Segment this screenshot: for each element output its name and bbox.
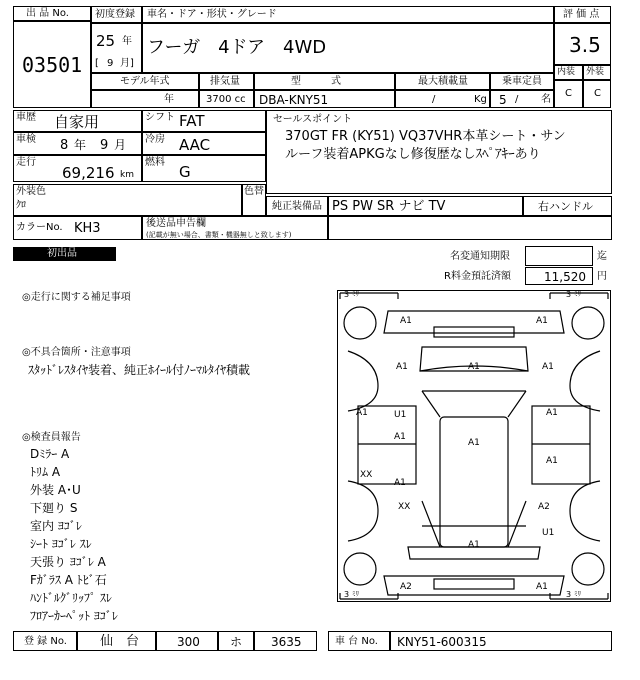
tread-depth-front-left: 3 [344,290,350,299]
capacity-slash: / [515,94,519,105]
aftermarket-cell [142,216,328,240]
damage-mark: A1 [400,316,412,326]
first-reg-year: 25 [96,32,116,50]
fuel-value: G [179,163,191,181]
reg-kana: ホ [230,635,243,649]
sales-point-line1: 370GT FR (KY51) VQ37VHR本革シート・サン [285,129,566,144]
inspector-item: Dﾐﾗｰ A [30,447,70,461]
color-change-cell [242,184,266,216]
month-open: [ [95,58,99,69]
equipment-label: 純正装備品 [272,201,322,212]
first-reg-month: 9 [107,58,114,69]
inspection-month: 9 [100,138,109,153]
damage-mark: U1 [394,410,407,420]
damage-mark: A1 [546,408,558,418]
defects-text: ｽﾀｯﾄﾞﾚｽﾀｲﾔ装着、純正ﾎｲｰﾙ付ﾉｰﾏﾙﾀｲﾔ積載 [28,363,251,377]
reg-label: 登 録 No. [24,636,67,647]
color-no-value: KH3 [74,221,101,236]
transfer-deadline-label: 名変通知期限 [450,251,510,262]
reg-kana-cell [218,631,254,651]
damage-mark: A1 [542,362,554,372]
inspector-item: ﾌﾛｱｰｶｰﾍﾟｯﾄ ﾖｺﾞﾚ [30,609,118,623]
interior-grade-cell [554,80,583,108]
steering-value: 右ハンドル [538,200,593,213]
aircon-value: AAC [179,136,211,154]
damage-mark: A2 [538,502,550,512]
tread-depth-unit: ﾐﾘ [352,590,359,598]
lot-label: 出 品 No. [26,8,69,19]
color-no-label: カラーNo. [16,222,63,233]
aircon-label: 冷房 [145,134,165,145]
max-load-slash: / [432,94,436,105]
model-year-unit: 年 [164,94,174,105]
inspection-month-unit: 月 [114,138,127,152]
car-name-cell [142,23,554,73]
exterior-grade: C [594,88,601,99]
model-year-cell [91,90,199,108]
inspection-year-unit: 年 [74,138,87,152]
damage-mark: A1 [394,432,406,442]
recycle-label: R料金預託済額 [444,271,511,282]
inspector-report-title: ◎検査員報告 [22,432,81,443]
inspection-cell [13,132,142,155]
capacity-value: 5 [499,93,507,107]
chassis-cell [390,631,612,651]
inspector-item: ﾄﾘﾑ A [30,465,61,479]
tread-depth-unit: ﾐﾘ [574,590,581,598]
damage-mark: A1 [396,362,408,372]
inspection-year: 8 [60,138,69,153]
mileage-value: 69,216 [62,164,115,182]
damage-mark: A1 [536,316,548,326]
shift-cell [142,110,266,132]
inspector-item: 天張り ﾖｺﾞﾚ A [30,555,106,569]
mileage-unit: km [120,170,134,180]
aftermarket-blank-cell [328,216,612,240]
history-label: 車歴 [16,112,36,123]
capacity-unit: 名 [541,94,551,105]
car-label: 車名・ドア・形状・グレード [147,9,277,20]
reg-area-cell [77,631,156,651]
max-load-unit: Kg [474,94,487,105]
recycle-box [525,267,593,285]
damage-mark: U1 [542,528,555,538]
aftermarket-label: 後送品申告欄 [146,218,206,229]
history-value: 自家用 [54,113,100,131]
transfer-deadline-box [525,246,593,266]
interior-grade: C [565,88,572,99]
rating-value: 3.5 [569,33,601,57]
color-no-cell [13,216,142,240]
sales-point-line2: ルーフ装着APKGなし修復歴なしｽﾍﾟｱｷｰあり [285,147,541,162]
driving-notes-title: ◎走行に関する補足事項 [22,292,131,303]
color-change-label: 色替 [244,186,264,197]
max-load-cell [395,90,490,108]
lot-number-cell [13,21,91,108]
shift-value: FAT [179,112,205,130]
damage-mark: A1 [546,456,558,466]
model-year-label: モデル年式 [120,76,170,87]
equipment-value: PS PW SR ナビ TV [332,199,446,214]
type-label-cell [254,73,395,90]
type-value: DBA-KNY51 [259,93,329,107]
interior-label-cell [554,65,583,80]
capacity-cell [490,90,554,108]
fuel-cell [142,155,266,182]
first-listing-badge [13,247,116,261]
car-diagram [337,290,611,602]
damage-mark: A1 [356,408,368,418]
aftermarket-note: (記載が無い場合、書類・機器無しと致します) [146,231,292,239]
displacement-label: 排気量 [210,76,240,87]
fuel-label: 燃料 [145,157,165,168]
tread-depth-unit: ﾐﾘ [574,290,581,298]
first-reg-label-cell [91,6,142,23]
transfer-deadline-unit: 迄 [597,251,607,262]
car-name: フーガ 4ドア 4WD [147,37,327,58]
exterior-color-cell [13,184,242,216]
inspector-item: 下廻り S [30,501,78,515]
exterior-color-value: ｸﾛ [16,200,26,211]
mileage-label: 走行 [16,157,36,168]
rating-label: 評 価 点 [563,9,600,20]
exterior-label-cell [583,65,611,80]
inspector-item: Fｶﾞﾗｽ A ﾄﾋﾞ石 [30,573,107,587]
equipment-label-cell [266,196,328,216]
inspector-item: ｼｰﾄ ﾖｺﾞﾚ ｽﾚ [30,537,92,551]
type-cell [254,90,395,108]
steering-cell [523,196,612,216]
exterior-label: 外装 [586,67,605,77]
capacity-label: 乗車定員 [502,76,542,87]
recycle-unit: 円 [597,271,607,282]
rating-label-cell [554,6,611,23]
month-close: 月] [120,58,134,69]
history-cell [13,110,142,132]
equipment-cell [328,196,523,216]
tread-depth-rear-left: 3 [344,590,350,599]
car-label-cell [142,6,554,23]
exterior-color-label: 外装色 [16,186,46,197]
sales-point-cell [266,110,612,194]
recycle-amount: 11,520 [544,270,586,284]
damage-mark: A1 [394,478,406,488]
lot-number: 03501 [22,53,83,77]
damage-mark: A1 [468,362,480,372]
first-reg-cell [91,23,142,73]
first-reg-year-unit: 年 [122,36,132,47]
lot-label-cell [13,6,91,21]
aircon-cell [142,132,266,155]
reg-class: 300 [177,635,200,649]
displacement-value: 3700 cc [206,94,246,105]
rating-cell [554,23,611,65]
inspector-item: 外装 A･U [30,483,81,497]
reg-number-cell [254,631,317,651]
inspection-label: 車検 [16,134,36,145]
mileage-cell [13,155,142,182]
tread-depth-unit: ﾐﾘ [352,290,359,298]
damage-mark: XX [398,502,411,512]
max-load-label-cell [395,73,490,90]
defects-title: ◎不具合箇所・注意事項 [22,347,131,358]
damage-mark: A1 [468,438,480,448]
reg-area: 仙 台 [100,634,140,649]
interior-label: 内装 [557,67,576,77]
inspector-item: ﾊﾝﾄﾞﾙｸﾞﾘｯﾌﾟ ｽﾚ [30,591,112,605]
sales-point-label: セールスポイント [273,114,353,125]
damage-mark: A1 [536,582,548,592]
type-label: 型 式 [291,76,341,87]
shift-label: シフト [145,112,175,123]
chassis-number: KNY51-600315 [397,635,487,649]
damage-mark: A2 [400,582,412,592]
reg-label-cell [13,631,77,651]
exterior-grade-cell [583,80,611,108]
reg-number: 3635 [271,635,302,649]
inspector-item: 室内 ﾖｺﾞﾚ [30,519,82,533]
tread-depth-rear-right: 3 [566,590,572,599]
max-load-label: 最大積載量 [418,76,468,87]
first-reg-label: 初度登録 [95,9,135,20]
model-year-label-cell [91,73,199,90]
tread-depth-front-right: 3 [566,290,572,299]
reg-class-cell [156,631,218,651]
chassis-label: 車 台 No. [335,636,378,647]
damage-mark: A1 [468,540,480,550]
chassis-label-cell [328,631,390,651]
first-listing-text: 初出品 [47,248,77,259]
displacement-label-cell [199,73,254,90]
capacity-label-cell [490,73,554,90]
displacement-cell [199,90,254,108]
damage-mark: XX [360,470,373,480]
